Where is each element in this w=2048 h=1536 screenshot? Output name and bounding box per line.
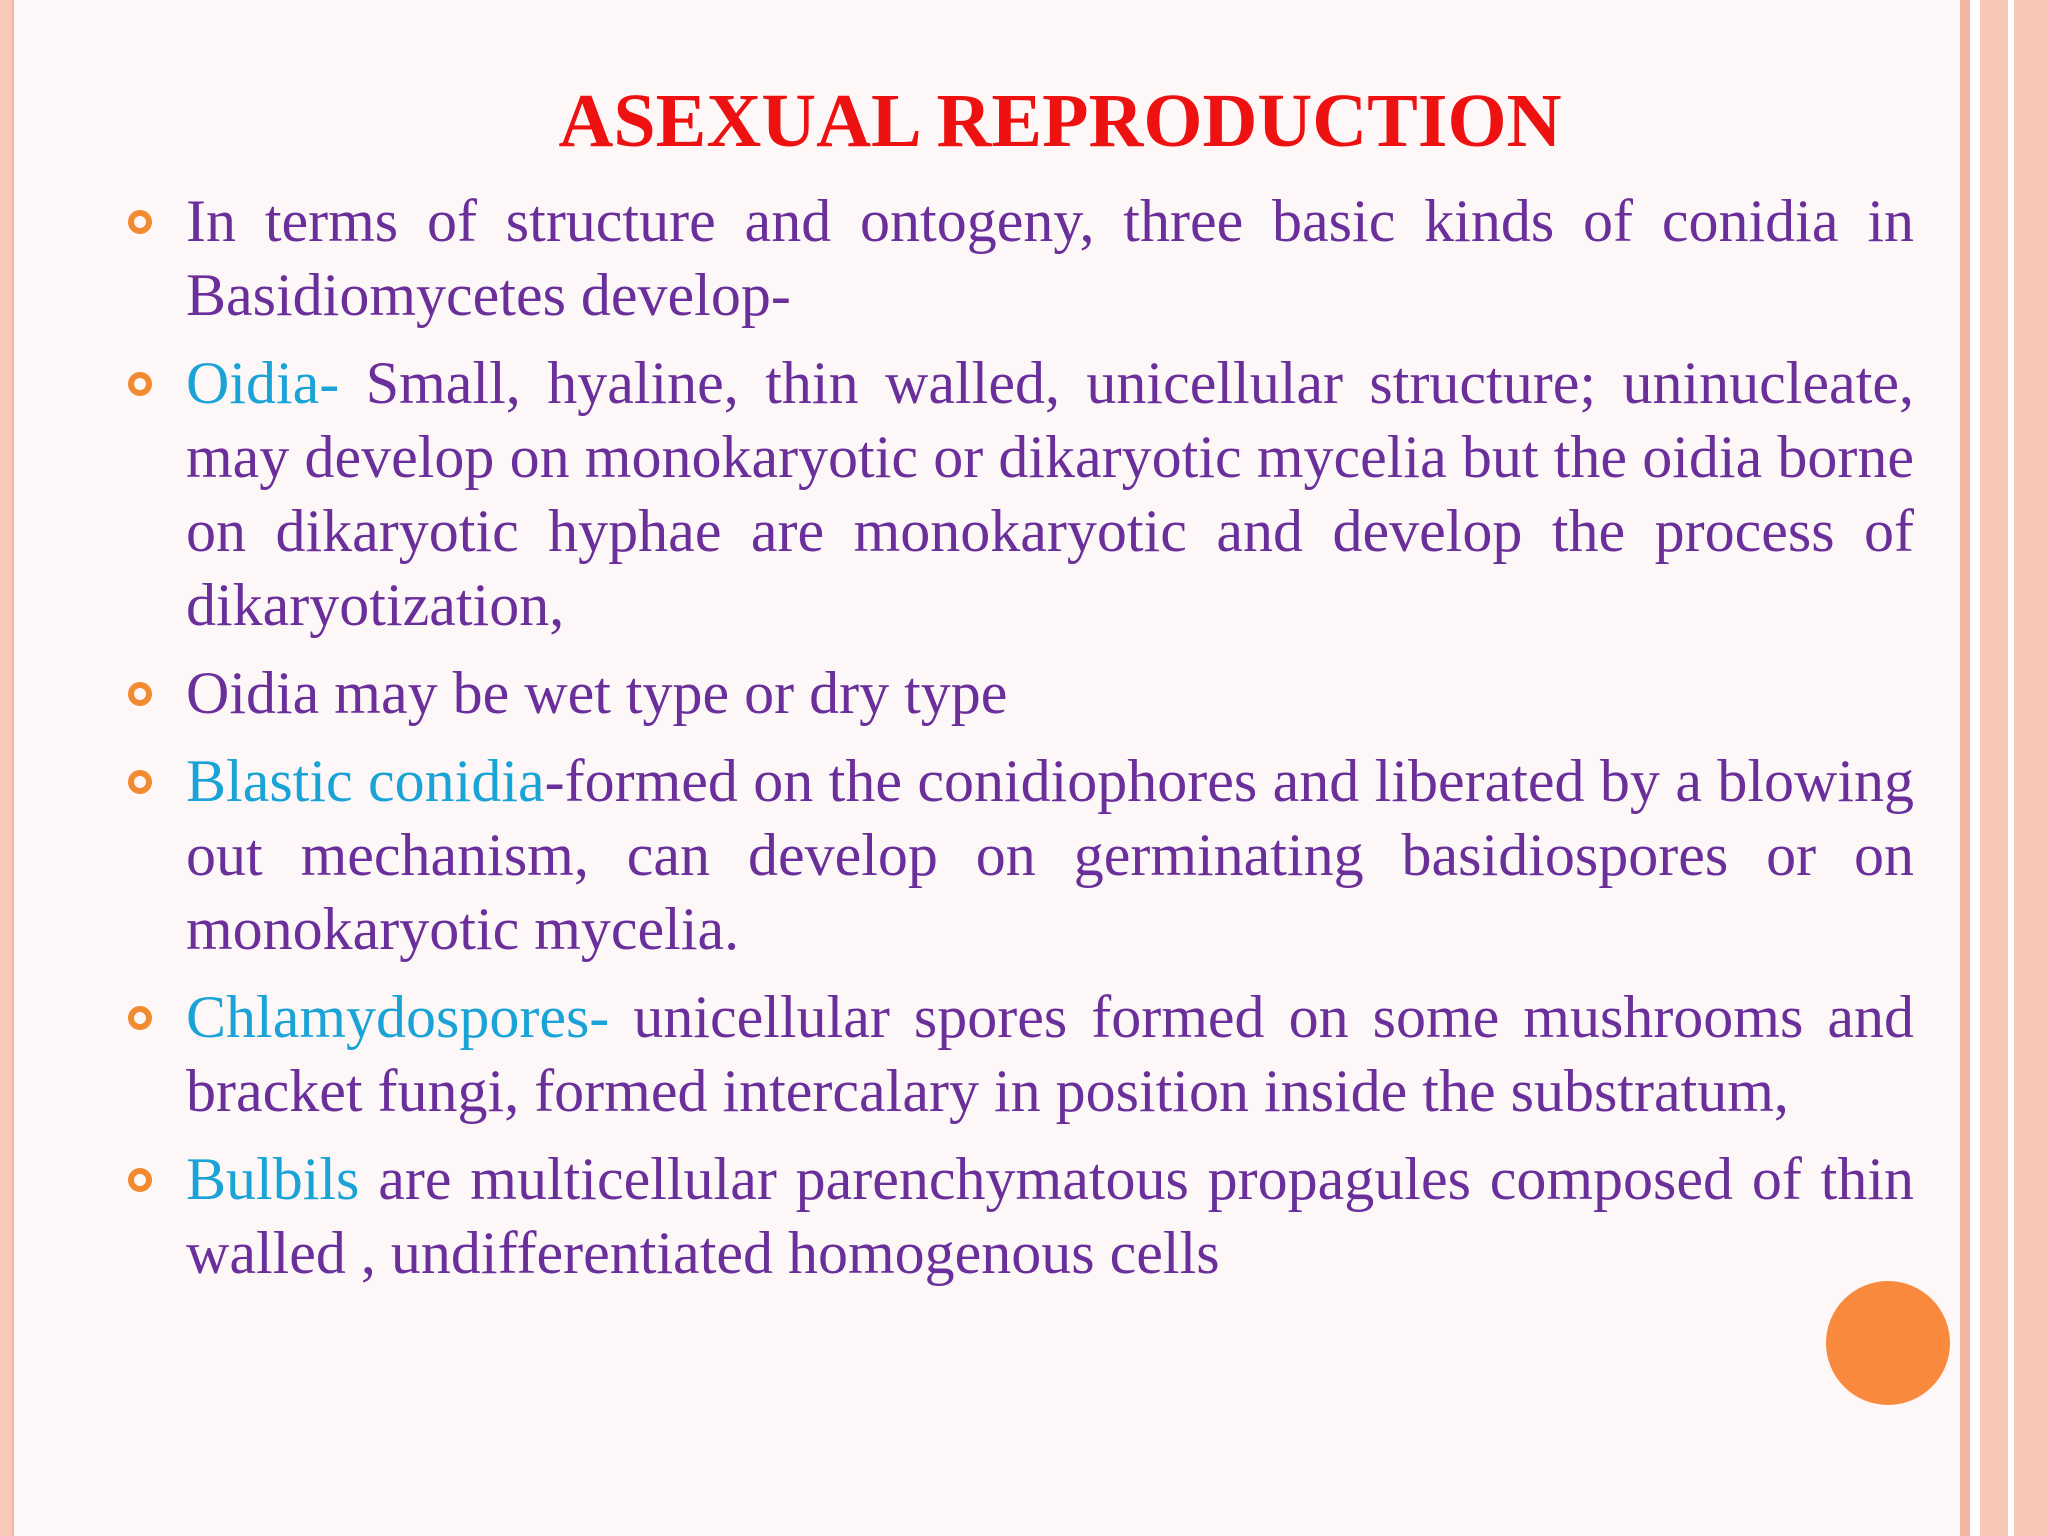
bullet-term: Chlamydospores- xyxy=(186,984,610,1050)
ring-bullet-icon xyxy=(128,210,152,234)
slide-title: ASEXUAL REPRODUCTION xyxy=(558,79,1562,163)
right-edge-gap xyxy=(1970,0,1980,1536)
bullet-text: unicellular spores formed on some mushrooms and bracket fungi, formed intercalary in position inside the substratum, xyxy=(186,984,1914,1124)
bullet-text: Oidia may be wet type or dry type xyxy=(186,660,1008,726)
bullet-text: are multicellular parenchymatous propagules composed of thin walled , undifferentiated homogenous cells xyxy=(186,1146,1914,1286)
bullet-term: Bulbils xyxy=(186,1146,360,1212)
bullet-item xyxy=(124,1142,1914,1290)
bullet-item xyxy=(124,346,1914,642)
ring-bullet-icon xyxy=(128,372,152,396)
right-edge-band xyxy=(1960,0,1970,1536)
ring-bullet-icon xyxy=(128,682,152,706)
left-edge-band xyxy=(0,0,14,1536)
bullet-text: -formed on the conidiophores and liberated by a blowing out mechanism, can develop on germinating basidiospores or on monokaryotic mycelia. xyxy=(186,748,1914,962)
decorative-circle xyxy=(1826,1281,1950,1405)
bullet-item xyxy=(124,656,1914,730)
bullet-list xyxy=(124,184,1914,1304)
ring-bullet-icon xyxy=(128,1168,152,1192)
bullet-item xyxy=(124,184,1914,332)
bullet-text: In terms of structure and ontogeny, three basic kinds of conidia in Basidiomycetes develop- xyxy=(186,188,1914,328)
bullet-item xyxy=(124,980,1914,1128)
right-edge-band xyxy=(2014,0,2048,1536)
bullet-item xyxy=(124,744,1914,966)
bullet-text: Small, hyaline, thin walled, unicellular structure; uninucleate, may develop on monokaryotic or dikaryotic mycelia but the oidia borne on dikaryotic hyphae are monokaryotic and develop the process of dikaryotization, xyxy=(186,350,1914,638)
bullet-term: Blastic conidia xyxy=(186,748,545,814)
right-edge-band xyxy=(1980,0,2008,1536)
bullet-term: Oidia- xyxy=(186,350,340,416)
ring-bullet-icon xyxy=(128,770,152,794)
ring-bullet-icon xyxy=(128,1006,152,1030)
